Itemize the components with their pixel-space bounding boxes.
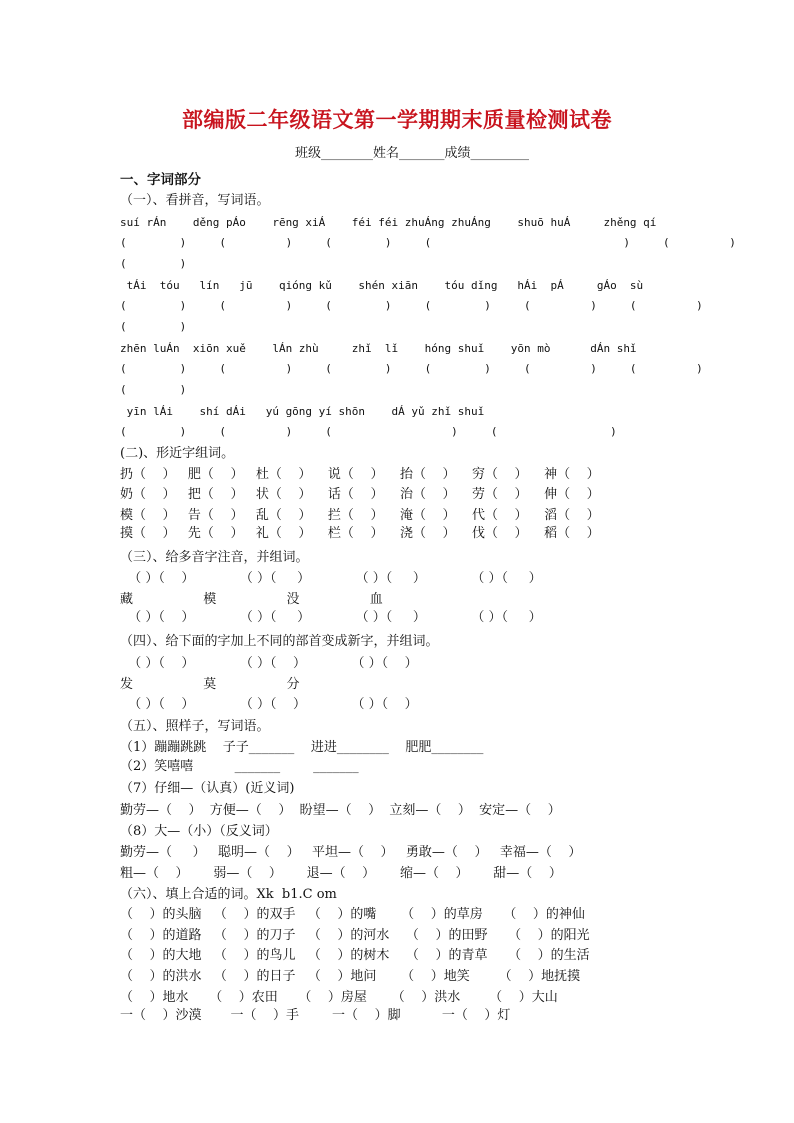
pinyin-row: yīn lÁi shí dÁi yú gōng yí shōn dÁ yǔ zhǐ shuǐ	[120, 405, 485, 418]
example-line: （2）笑嘻嘻 _______ _______	[120, 759, 359, 774]
word-row: 粗—（ ） 弱—（ ） 退—（ ） 缩—（ ） 甜—（ ）	[120, 866, 562, 881]
pinyin-row: tÁi tóu lín jū qióng kǔ shén xiān tóu dǐng hÁi pÁ gÁo sù	[120, 279, 644, 292]
word-row: 勤劳—（ ） 聪明—（ ） 平坦—（ ） 勇敢—（ ） 幸福—（ ）	[120, 845, 582, 860]
subsection-heading: （一）、看拼音，写词语。	[120, 193, 270, 208]
fill-row: （ ）的大地 （ ）的鸟儿 （ ）的树木 （ ）的青草 （ ）的生活	[120, 948, 590, 963]
answer-brackets: ( ) ( ) ( ) ( ) ( ) ( )	[120, 299, 703, 312]
section-heading: 一、字词部分	[120, 172, 201, 188]
answer-brackets: ( )	[120, 383, 187, 396]
fill-row: （ ）地水 （ ）农田 （ ）房屋 （ ）洪水 （ ）大山	[120, 990, 558, 1005]
word-row: 勤劳—（ ） 方便—（ ） 盼望—（ ） 立刻—（ ） 安定—（ ）	[120, 803, 561, 818]
word-row: 扔（ ） 肥（ ） 杜（ ） 说（ ） 抬（ ） 穷（ ） 神（ ）	[120, 467, 600, 482]
student-info-line: 班级________姓名_______成绩_________	[295, 146, 530, 161]
answer-brackets: （ ）（ ） （ ）（ ） （ ）（ ）	[120, 656, 418, 671]
subsection-heading: （四）、给下面的字加上不同的部首变成新字，并组词。	[120, 634, 439, 649]
answer-brackets: （ ）（ ） （ ）（ ） （ ）（ ）	[120, 697, 418, 712]
page-title: 部编版二年级语文第一学期期末质量检测试卷	[182, 108, 612, 132]
answer-brackets: ( ) ( ) ( ) ( ) ( ) ( )	[120, 362, 703, 375]
example-line: （8）大—（小）（反义词）	[120, 824, 278, 839]
pinyin-row: suí rÁn děng pÁo rēng xiÁ féi féi zhuÁng zhuÁng shuō huÁ zhěng qí	[120, 216, 657, 229]
fill-row: （ ）的洪水 （ ）的日子 （ ）地问 （ ）地笑 （ ）地抚摸	[120, 969, 581, 984]
word-row: 模（ ） 告（ ） 乱（ ） 拦（ ） 淹（ ） 代（ ） 滔（ ）	[120, 508, 600, 523]
subsection-heading: （六）、填上合适的词。Xk b1.C om	[120, 887, 337, 902]
answer-brackets: ( )	[120, 257, 187, 270]
answer-brackets: （ ）（ ） （ ）（ ） （ ）（ ） （ ）（ ）	[120, 571, 542, 586]
subsection-heading: （三）、给多音字注音，并组词。	[120, 550, 309, 565]
word-row: 奶（ ） 把（ ） 状（ ） 话（ ） 治（ ） 劳（ ） 伸（ ）	[120, 487, 600, 502]
answer-brackets: ( ) ( ) ( ) ( ) ( )	[120, 236, 736, 249]
fill-row: （ ）的道路 （ ）的刀子 （ ）的河水 （ ）的田野 （ ）的阳光	[120, 928, 590, 943]
answer-brackets: （ ）（ ） （ ）（ ） （ ）（ ） （ ）（ ）	[120, 610, 542, 625]
example-line: （1）蹦蹦跳跳 子子_______ 进进________ 肥肥________	[120, 740, 484, 755]
answer-brackets: ( )	[120, 320, 187, 333]
word-row: 摸（ ） 先（ ） 礼（ ） 栏（ ） 浇（ ） 伐（ ） 稻（ ）	[120, 526, 600, 541]
pinyin-row: zhēn luÁn xiōn xuě lÁn zhù zhǐ lǐ hóng shuǐ yōn mò dÁn shǐ	[120, 342, 637, 355]
subsection-heading: （五）、照样子，写词语。	[120, 719, 270, 734]
example-line: （7）仔细—（认真）(近义词)	[120, 781, 295, 796]
answer-brackets: ( ) ( ) ( ) ( )	[120, 425, 617, 438]
polyphonic-chars: 藏 模 没 血	[120, 592, 383, 607]
base-chars: 发 莫 分	[120, 677, 300, 692]
fill-row: 一（ ）沙漠 一（ ）手 一（ ）脚 一（ ）灯	[120, 1008, 511, 1023]
fill-row: （ ）的头脑 （ ）的双手 （ ）的嘴 （ ）的草房 （ ）的神仙	[120, 907, 585, 922]
subsection-heading: (二)、形近字组词。	[120, 446, 235, 461]
